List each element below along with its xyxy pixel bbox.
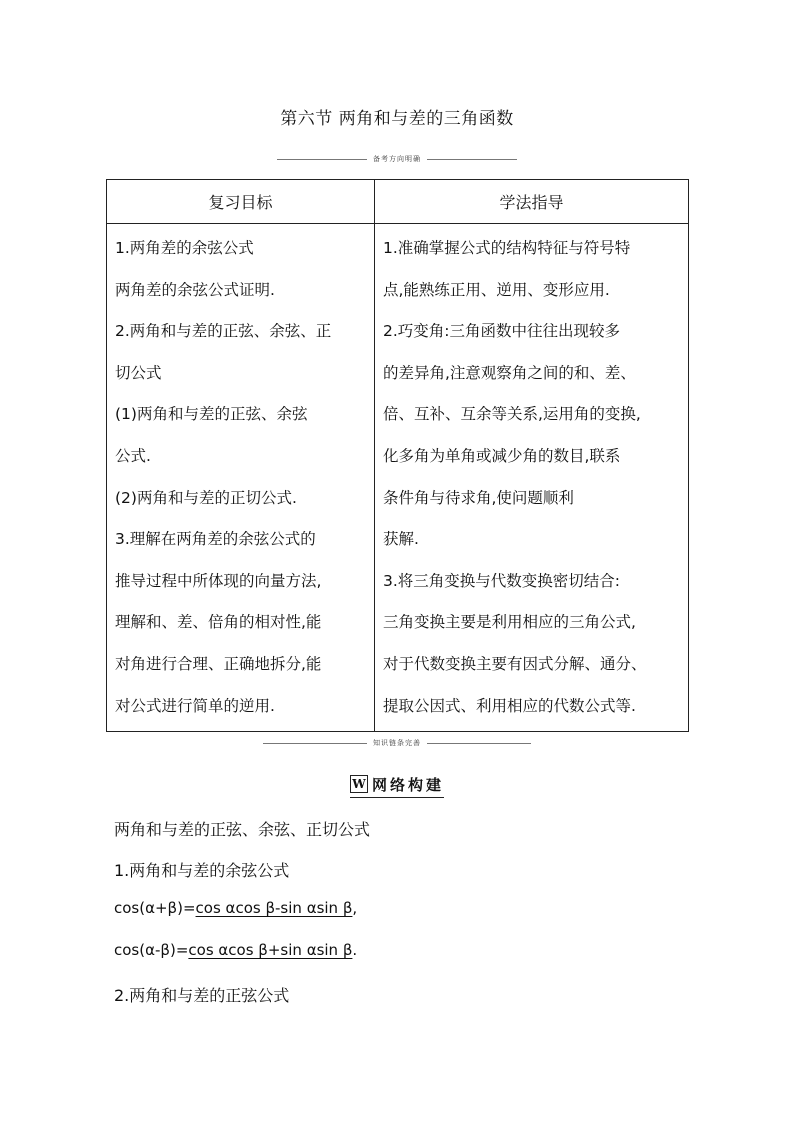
divider-line (427, 159, 517, 160)
guidance-line: 提取公因式、利用相应的代数公式等. (383, 696, 636, 715)
divider-line (263, 743, 367, 744)
network-construction-heading (0, 773, 794, 798)
goal-line: 理解和、差、倍角的相对性,能 (115, 613, 322, 632)
section-divider-exam-direction (270, 154, 524, 164)
goal-line: 3.理解在两角差的余弦公式的 (115, 530, 316, 549)
divider-line (427, 743, 531, 744)
goal-line: 2.两角和与差的正弦、余弦、正 (115, 322, 332, 341)
goal-line: 1.两角差的余弦公式 (115, 239, 254, 257)
goal-line: 两角差的余弦公式证明. (115, 280, 275, 299)
section-divider-knowledge-chain (253, 738, 541, 748)
header-review-goals: 复习目标 (107, 180, 375, 224)
guidance-line: 3.将三角变换与代数变换密切结合: (383, 571, 621, 590)
guidance-line: 的差异角,注意观察角之间的和、差、 (383, 363, 636, 382)
guidance-line: 化多角为单角或减少角的数目,联系 (383, 446, 621, 465)
header-study-guidance: 学法指导 (375, 180, 689, 224)
guidance-line: 2.巧变角:三角函数中往往出现较多 (383, 322, 621, 341)
guidance-line: 点,能熟练正用、逆用、变形应用. (383, 280, 610, 299)
guidance-line: 获解. (383, 530, 419, 549)
goal-line: (2)两角和与差的正切公式. (115, 488, 297, 507)
guidance-line: 1.准确掌握公式的结构特征与符号特 (383, 239, 631, 257)
formula-punct: . (352, 941, 358, 959)
divider-label: 备考方向明确 (373, 155, 421, 163)
divider-line (277, 159, 367, 160)
formula-lhs: cos(α+β)= (114, 899, 196, 917)
guidance-line: 三角变换主要是利用相应的三角公式, (383, 613, 636, 632)
guidance-line: 对于代数变换主要有因式分解、通分、 (383, 654, 647, 673)
w-logo-icon: W (350, 775, 368, 793)
formula-rhs: cos αcos β+sin αsin β (188, 941, 353, 959)
item-heading-cosine: 1.两角和与差的余弦公式 (114, 861, 290, 880)
goal-line: 切公式 (115, 363, 162, 382)
divider-label: 知识链条完善 (373, 739, 421, 747)
formula-punct: , (352, 899, 358, 917)
page-title: 第六节 两角和与差的三角函数 (280, 109, 514, 129)
item-heading-sine: 2.两角和与差的正弦公式 (114, 986, 290, 1005)
guidance-line: 条件角与待求角,使问题顺利 (383, 488, 574, 507)
table-row (107, 224, 689, 732)
goal-line: 公式. (115, 446, 151, 465)
goal-line: (1)两角和与差的正弦、余弦 (115, 405, 308, 424)
formula-cos-diff (114, 941, 357, 959)
study-guidance-cell (375, 224, 689, 732)
section-badge (350, 774, 444, 798)
formula-cos-sum (114, 899, 357, 917)
section-badge-title: 网络构建 (371, 775, 444, 794)
study-guide-table (106, 179, 689, 732)
table-header-row (107, 180, 689, 224)
topic-intro: 两角和与差的正弦、余弦、正切公式 (114, 820, 371, 839)
goal-line: 对公式进行简单的逆用. (115, 696, 275, 715)
guidance-line: 倍、互补、互余等关系,运用角的变换, (383, 405, 641, 424)
goal-line: 推导过程中所体现的向量方法, (115, 571, 322, 590)
goal-line: 对角进行合理、正确地拆分,能 (115, 654, 322, 673)
formula-lhs: cos(α-β)= (114, 941, 189, 959)
formula-rhs: cos αcos β-sin αsin β (195, 899, 353, 917)
review-goals-cell (107, 224, 375, 732)
